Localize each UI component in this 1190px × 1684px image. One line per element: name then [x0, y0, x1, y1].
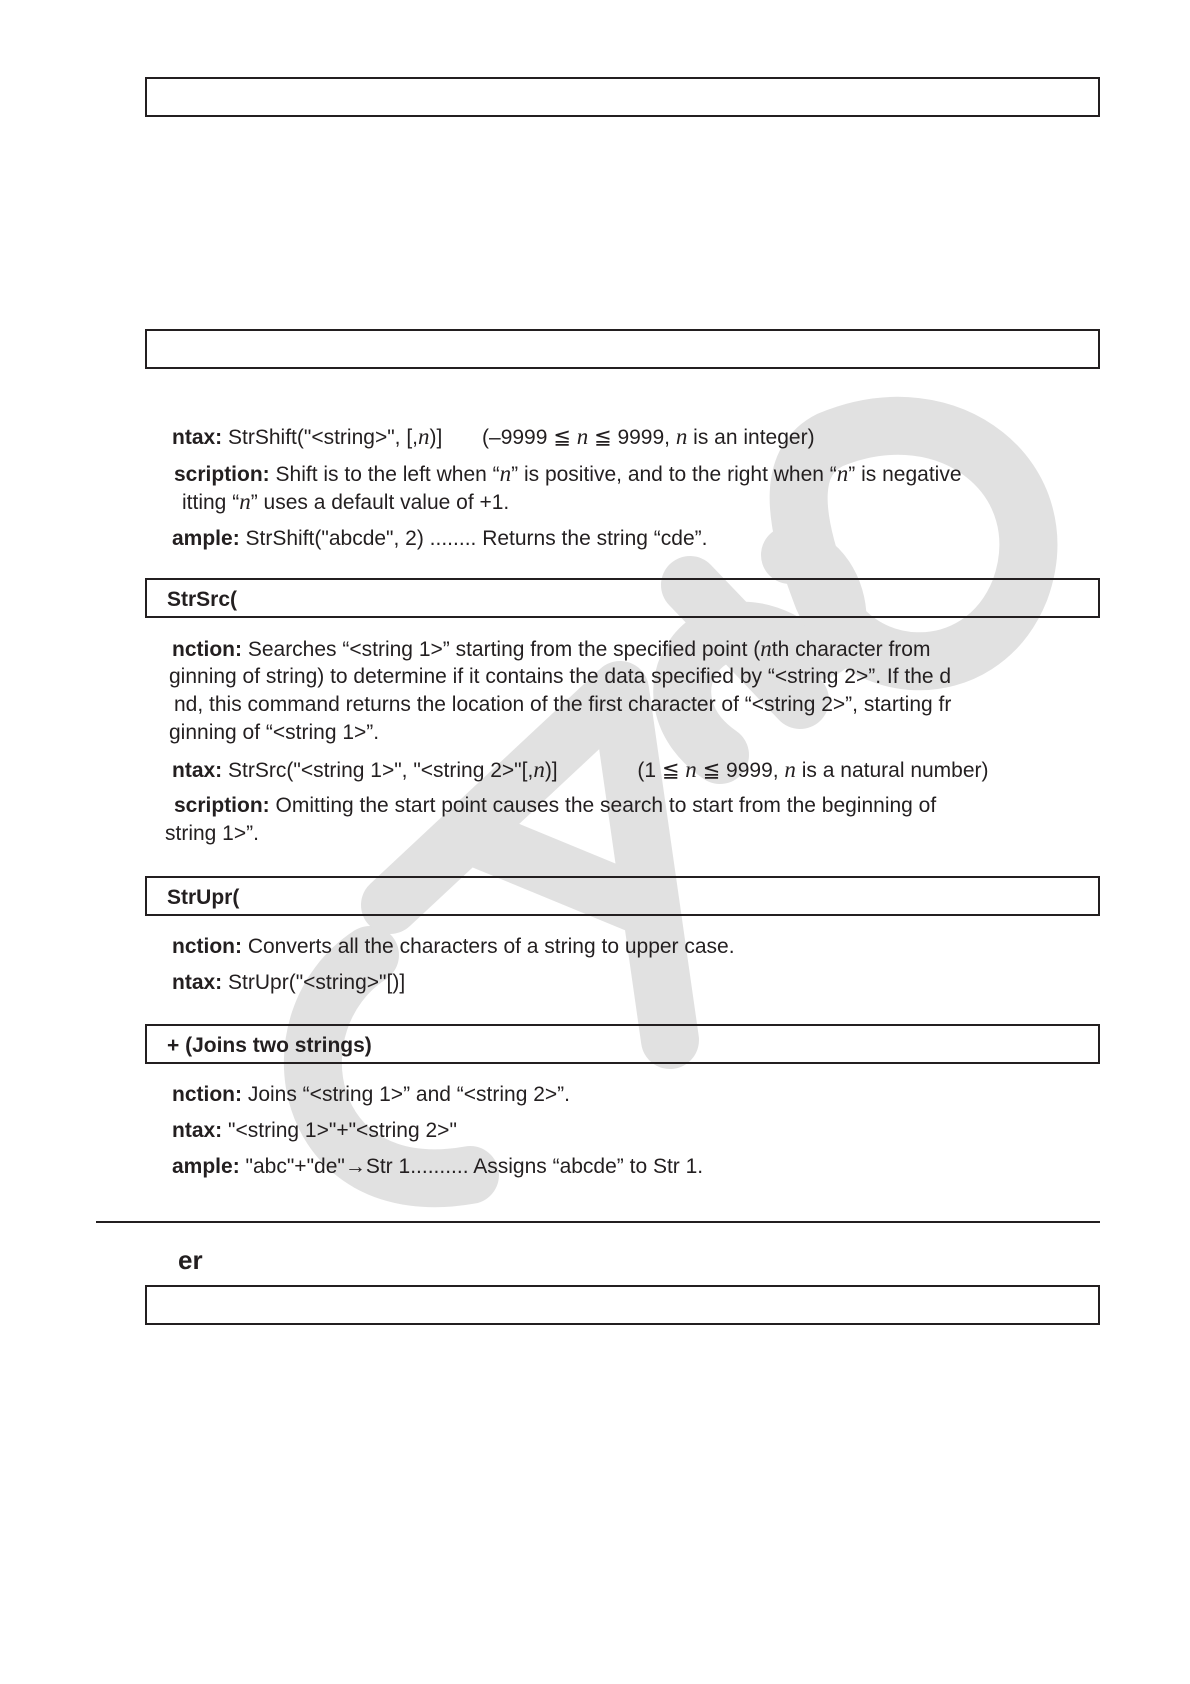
- strupr-title: StrUpr(: [167, 886, 240, 909]
- strsrc-description: scription: Omitting the start point causes the search to start from the beginning of: [174, 794, 937, 817]
- strsrc-function-line2: ginning of string) to determine if it contains the data specified by “<string 2>”. If the d: [169, 665, 952, 688]
- syntax-label: ntax:: [172, 971, 223, 994]
- function-label: nction:: [172, 935, 242, 958]
- blank-header-box-2: [145, 329, 1100, 369]
- strupr-header-box: [145, 876, 1100, 916]
- strshift-syntax: ntax: StrShift("<string>", [,n)] (–9999 ≦ n ≦ 9999, n is an integer): [172, 424, 815, 449]
- syntax-label: ntax:: [172, 426, 223, 449]
- strupr-function: nction: Converts all the characters of a string to upper case.: [172, 935, 735, 958]
- description-label: scription:: [174, 463, 270, 486]
- function-label: nction:: [172, 1083, 242, 1106]
- strsrc-syntax: ntax: StrSrc("<string 1>", "<string 2>"[,n)] (1 ≦ n ≦ 9999, n is a natural number): [172, 757, 989, 782]
- syntax-label: ntax:: [172, 759, 223, 782]
- strsrc-function-line4: ginning of “<string 1>”.: [169, 721, 380, 744]
- strsrc-description-line2: string 1>”.: [165, 822, 259, 845]
- function-label: nction:: [172, 638, 242, 661]
- strsrc-title: StrSrc(: [167, 588, 238, 611]
- example-label: ample:: [172, 1155, 240, 1178]
- join-title: + (Joins two strings): [167, 1034, 372, 1057]
- assign-arrow-icon: →: [344, 1155, 366, 1178]
- strshift-description: scription: Shift is to the left when “n” is positive, and to the right when “n” is negative: [174, 461, 962, 486]
- section-heading: er: [178, 1245, 203, 1275]
- watermark-letter-a: [390, 690, 670, 1040]
- syntax-label: ntax:: [172, 1119, 223, 1142]
- join-syntax: ntax: "<string 1>"+"<string 2>": [172, 1119, 457, 1142]
- blank-header-box-1: [145, 77, 1100, 117]
- join-function: nction: Joins “<string 1>” and “<string 2>”.: [172, 1083, 570, 1106]
- strupr-syntax: ntax: StrUpr("<string>"[)]: [172, 971, 406, 994]
- blank-header-box-3: [145, 1285, 1100, 1325]
- example-label: ample:: [172, 527, 240, 550]
- strsrc-function: nction: Searches “<string 1>” starting from the specified point (nth character from: [172, 636, 931, 661]
- join-example: ample: "abc"+"de"→Str 1.......... Assigns “abcde” to Str 1.: [172, 1155, 704, 1178]
- join-header-box: [145, 1024, 1100, 1064]
- strshift-example: ample: StrShift("abcde", 2) ........ Returns the string “cde”.: [172, 527, 708, 550]
- section-divider: [96, 1221, 1100, 1223]
- strsrc-header-box: [145, 578, 1100, 618]
- description-label: scription:: [174, 794, 270, 817]
- strshift-description-line2: itting “n” uses a default value of +1.: [182, 489, 510, 514]
- strsrc-function-line3: nd, this command returns the location of the first character of “<string 2>”, starting fr: [174, 693, 952, 716]
